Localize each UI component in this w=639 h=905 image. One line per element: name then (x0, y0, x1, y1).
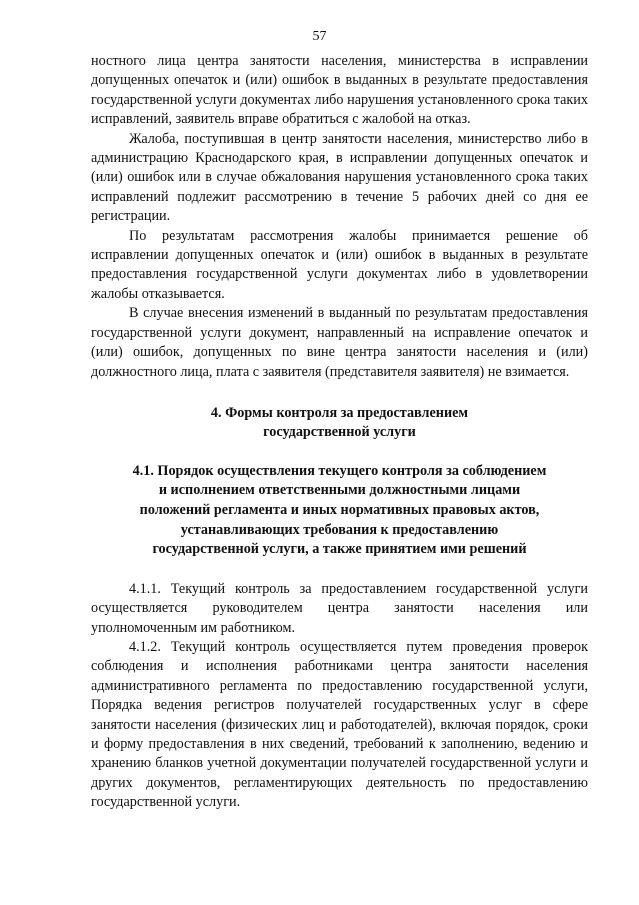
paragraph-complaint-review: Жалоба, поступившая в центр занятости населения, министерство либо в администрацию Краснодарского края, в исправлении допущенных опечаток и (или) ошибок или в случае обжалования нарушения установленного срока таких исправлений подлежит рассмотрению в течение 5 рабочих дней со дня ее регистрации. (91, 130, 588, 225)
paragraph-4-1-1: 4.1.1. Текущий контроль за предоставлением государственной услуги осуществляется руководителем центра занятости населения или уполномоченным им работником. (91, 580, 588, 636)
subsection-4-1-heading: 4.1. Порядок осуществления текущего контроля за соблюдением и исполнением ответственными должностными лицами положений регламента и иных нормативных правовых актов, устанавливающих требования к предоставлению государственной услуги, а также принятием ими решений (132, 462, 547, 558)
paragraph-4-1-2: 4.1.2. Текущий контроль осуществляется путем проведения проверок соблюдения и исполнения работниками центра занятости населения административного регламента по предоставлению государственной услуги, Порядка ведения регистров получателей государственных услуг в сфере занятости населения (физических лиц и работодателей), включая порядок, сроки и форму предоставления в них сведений, требований к заполнению, ведению и хранению бланков учетной документации получателей государственной услуги и других документов, регламентирующих деятельность по предоставлению государственной услуги. (91, 638, 588, 811)
document-body (91, 52, 588, 813)
section-4-heading-line1: 4. Формы контроля за предоставлением (210, 404, 469, 421)
paragraph-complaint-refusal: ностного лица центра занятости населения, министерства в исправлении допущенных опечаток и (или) ошибок в выданных в результате предоставления государственной услуги документах либо нарушения установленного срока таких исправлений, заявитель вправе обратиться с жалобой на отказ. (91, 53, 588, 128)
paragraph-complaint-decision: По результатам рассмотрения жалобы принимается решение об исправлении допущенных опечаток и (или) ошибок в выданных в результате предоставления государственной услуги документах либо в удовлетворении жалобы отказывается. (91, 227, 588, 302)
section-4-heading-line2: государственной услуги (263, 424, 416, 441)
section-4-heading (91, 404, 588, 443)
page-number: 57 (312, 29, 327, 44)
paragraph-no-fee: В случае внесения изменений в выданный по результатам предоставления государственной услуги документ, направленный на исправление опечаток и (или) ошибок, допущенных по вине центра занятости населения и (или) должностного лица, плата с заявителя (представителя заявителя) не взимается. (91, 305, 588, 380)
